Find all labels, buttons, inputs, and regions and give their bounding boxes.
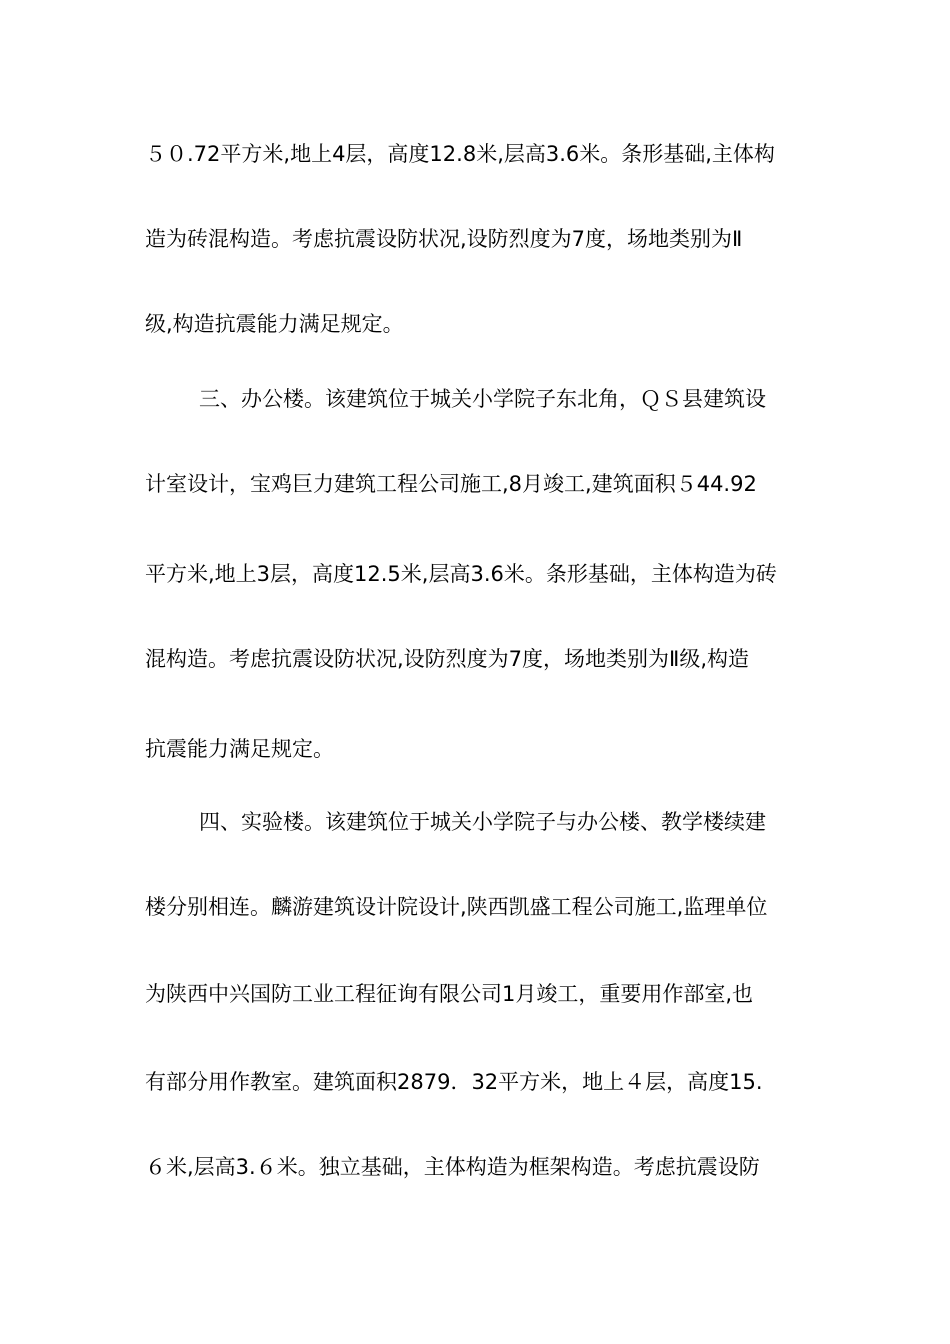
text-line-11: 为陕西中兴国防工业工程征询有限公司1月竣工，重要用作部室,也 [145,982,754,1006]
text-line-7: 混构造。考虑抗震设防状况,设防烈度为7度，场地类别为Ⅱ级,构造 [145,647,750,671]
text-line-2: 造为砖混构造。考虑抗震设防状况,设防烈度为7度，场地类别为Ⅱ [145,227,743,251]
text-line-10: 楼分别相连。麟游建筑设计院设计,陕西凯盛工程公司施工,监理单位 [145,895,768,919]
text-line-12: 有部分用作教室。建筑面积2879．32平方米，地上４层，高度15. [145,1070,763,1094]
paragraph-office-building-line-1: 三、办公楼。该建筑位于城关小学院子东北角，ＱＳ县建筑设 [199,387,766,411]
paragraph-lab-building-line-1: 四、实验楼。该建筑位于城关小学院子与办公楼、教学楼续建 [199,810,766,834]
text-line-5: 计室设计，宝鸡巨力建筑工程公司施工,8月竣工,建筑面积５44.92 [145,472,757,496]
text-line-1: ５０.72平方米,地上4层，高度12.8米,层高3.6米。条形基础,主体构 [145,142,775,166]
text-line-3: 级,构造抗震能力满足规定。 [145,312,404,336]
text-line-8: 抗震能力满足规定。 [145,737,334,761]
text-line-13: ６米,层高3.６米。独立基础，主体构造为框架构造。考虑抗震设防 [145,1155,760,1179]
text-line-6: 平方米,地上3层，高度12.5米,层高3.6米。条形基础，主体构造为砖 [145,562,777,586]
